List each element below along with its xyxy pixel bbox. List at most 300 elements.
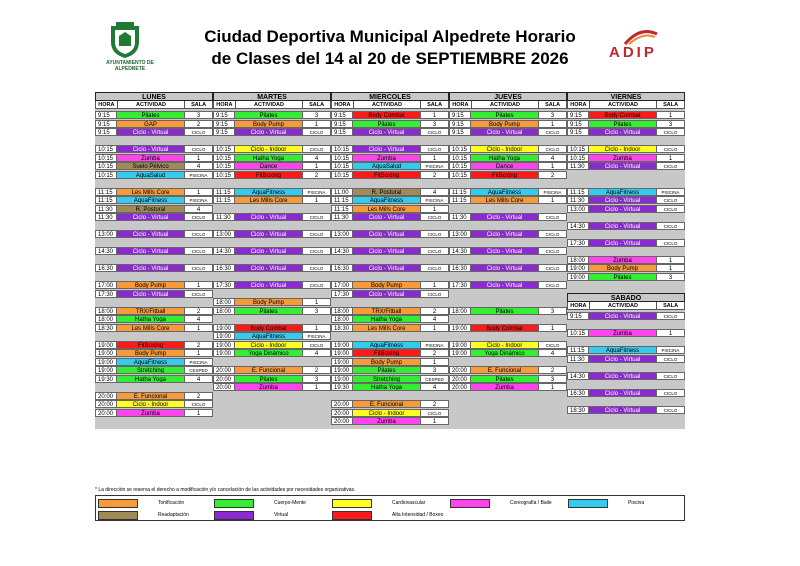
class-room: 2 [421, 171, 449, 179]
class-row [213, 188, 331, 196]
legend-item [568, 497, 644, 509]
class-room: CICLO [539, 213, 567, 221]
legend-swatch [214, 511, 254, 520]
class-activity: Ciclo - Virtual [589, 312, 657, 320]
class-activity: FitBoxing [353, 171, 421, 179]
class-row [213, 281, 331, 289]
class-room: 3 [421, 120, 449, 128]
class-row [567, 239, 685, 247]
class-activity: Dance [471, 162, 539, 170]
class-time: 10:15 [449, 145, 471, 153]
legend-item [98, 509, 189, 521]
class-row [213, 162, 331, 170]
class-time: 19:00 [213, 341, 235, 349]
column-header-sala: SALA [657, 101, 685, 109]
class-room: CICLO [421, 230, 449, 238]
class-time: 19:30 [95, 375, 117, 383]
class-activity: Zumba [589, 256, 657, 264]
class-room: 1 [657, 154, 685, 162]
class-row [567, 111, 685, 119]
class-room: 1 [539, 162, 567, 170]
class-row [213, 213, 331, 221]
class-time: 18:00 [213, 307, 235, 315]
class-room: CICLO [421, 409, 449, 417]
legend-label: Tonificación [158, 500, 185, 506]
class-row [95, 162, 213, 170]
class-row [449, 247, 567, 255]
class-activity: Ciclo - Virtual [117, 230, 185, 238]
class-room: 1 [421, 281, 449, 289]
class-room: 1 [539, 120, 567, 128]
column-headers [449, 101, 567, 109]
class-time: 11:30 [95, 205, 117, 213]
class-row [95, 154, 213, 162]
class-time: 17:30 [567, 239, 589, 247]
legend-item [214, 509, 288, 521]
class-activity: FitBoxing [471, 171, 539, 179]
class-activity: Ciclo - Virtual [353, 128, 421, 136]
class-time: 19:00 [213, 324, 235, 332]
class-time: 20:00 [213, 375, 235, 383]
class-row [95, 188, 213, 196]
class-room: CICLO [303, 264, 331, 272]
class-activity: Hatha Yoga [471, 154, 539, 162]
class-activity: AquaFitness [117, 196, 185, 204]
class-room: 1 [303, 383, 331, 391]
class-time: 10:15 [449, 154, 471, 162]
class-row [331, 230, 449, 238]
class-room: CICLO [303, 213, 331, 221]
class-activity: Pilates [471, 375, 539, 383]
class-activity: Ciclo - Virtual [117, 128, 185, 136]
class-room: 4 [421, 383, 449, 391]
class-activity: FitBoxing [353, 349, 421, 357]
class-row [95, 307, 213, 315]
class-row [213, 332, 331, 340]
class-time: 9:15 [95, 120, 117, 128]
class-row [449, 171, 567, 179]
class-activity: Ciclo - Virtual [471, 247, 539, 255]
class-room: 1 [303, 162, 331, 170]
day-header: LUNES [95, 92, 213, 101]
class-row [213, 264, 331, 272]
class-activity: Les Mills Core [117, 324, 185, 332]
class-activity: Ciclo - Virtual [353, 213, 421, 221]
class-time: 9:15 [213, 120, 235, 128]
column-headers [567, 302, 685, 310]
class-time: 10:15 [331, 154, 353, 162]
class-time: 11:15 [567, 188, 589, 196]
class-room: 4 [303, 154, 331, 162]
class-room: CICLO [185, 213, 213, 221]
class-room: CICLO [185, 145, 213, 153]
class-row [449, 366, 567, 374]
legend-swatch [332, 499, 372, 508]
class-time: 9:15 [449, 120, 471, 128]
class-time: 14:30 [95, 247, 117, 255]
class-time: 18:00 [95, 315, 117, 323]
class-time: 19:00 [567, 273, 589, 281]
class-time: 11:30 [95, 213, 117, 221]
class-activity: Les Mills Core [353, 324, 421, 332]
class-room: PISCINA [657, 188, 685, 196]
class-time: 17:30 [331, 290, 353, 298]
class-activity: Ciclo - Virtual [471, 128, 539, 136]
class-time: 19:00 [331, 366, 353, 374]
class-row [213, 145, 331, 153]
class-time: 16:30 [567, 389, 589, 397]
class-activity: Ciclo - Virtual [589, 196, 657, 204]
class-room: 1 [421, 358, 449, 366]
class-time: 19:00 [567, 264, 589, 272]
class-row [95, 400, 213, 408]
class-time: 17:30 [213, 281, 235, 289]
class-row [213, 154, 331, 162]
class-row [449, 349, 567, 357]
class-time: 19:00 [95, 358, 117, 366]
class-row [331, 315, 449, 323]
class-row [567, 188, 685, 196]
class-room: CICLO [539, 341, 567, 349]
class-row [567, 120, 685, 128]
class-room: CICLO [657, 389, 685, 397]
class-time: 14:30 [331, 247, 353, 255]
class-activity: Les Mills Core [117, 188, 185, 196]
ayuntamiento-logo-text: AYUNTAMIENTO DE ALPEDRETE [106, 60, 154, 72]
class-row [567, 205, 685, 213]
class-row [567, 329, 685, 337]
class-time: 11:15 [449, 188, 471, 196]
column-header-sala: SALA [539, 101, 567, 109]
class-time: 9:15 [331, 128, 353, 136]
legend-item [332, 497, 425, 509]
class-row [567, 273, 685, 281]
class-time: 19:00 [213, 349, 235, 357]
class-activity: AquaFitness [117, 358, 185, 366]
class-time: 18:00 [331, 307, 353, 315]
class-row [95, 120, 213, 128]
class-time: 10:15 [213, 171, 235, 179]
class-row [213, 128, 331, 136]
class-time: 9:15 [331, 111, 353, 119]
class-room: PISCINA [657, 346, 685, 354]
class-room: CICLO [657, 205, 685, 213]
day-header: SABADO [567, 293, 685, 302]
class-activity: R. Postural [117, 205, 185, 213]
class-row [213, 307, 331, 315]
class-time: 10:15 [331, 162, 353, 170]
class-row [331, 281, 449, 289]
color-legend [95, 495, 685, 521]
class-row [331, 366, 449, 374]
class-room: CICLO [657, 406, 685, 414]
shield-icon [106, 22, 144, 60]
class-time: 16:30 [95, 264, 117, 272]
class-row [449, 196, 567, 204]
class-row [213, 120, 331, 128]
class-time: 17:00 [95, 281, 117, 289]
class-activity: Yoga Dinámico [235, 349, 303, 357]
class-room: 4 [185, 315, 213, 323]
class-activity: Ciclo - Virtual [589, 372, 657, 380]
class-activity: Ciclo - Virtual [235, 213, 303, 221]
class-time: 11:30 [449, 213, 471, 221]
class-row [331, 128, 449, 136]
class-room: 4 [539, 154, 567, 162]
class-time: 16:30 [331, 264, 353, 272]
class-room: 2 [185, 120, 213, 128]
class-activity: E. Funcional [353, 400, 421, 408]
class-activity: AquaSalud [117, 171, 185, 179]
class-activity: Stretching [353, 375, 421, 383]
class-room: CICLO [303, 230, 331, 238]
class-activity: Pilates [235, 111, 303, 119]
page-title [190, 26, 590, 70]
class-room: CICLO [185, 290, 213, 298]
adip-logo-text: ADIP [609, 44, 657, 61]
column-header-hora: HORA [214, 101, 236, 109]
class-time: 17:30 [449, 281, 471, 289]
class-activity: AquaFitness [353, 341, 421, 349]
column-headers [213, 101, 331, 109]
class-time: 18:00 [331, 315, 353, 323]
class-row [331, 341, 449, 349]
day-header: MIERCOLES [331, 92, 449, 101]
class-room: PISCINA [421, 341, 449, 349]
class-activity: Hatha Yoga [235, 154, 303, 162]
class-activity: Zumba [471, 383, 539, 391]
class-time: 19:00 [449, 341, 471, 349]
class-time: 14:30 [567, 372, 589, 380]
class-time: 9:15 [95, 128, 117, 136]
class-room: CICLO [657, 372, 685, 380]
class-time: 10:15 [567, 154, 589, 162]
class-activity: Hatha Yoga [353, 315, 421, 323]
class-room: 1 [421, 205, 449, 213]
class-time: 13:00 [213, 230, 235, 238]
class-row [331, 349, 449, 357]
class-activity: Ciclo - Indoor [235, 341, 303, 349]
class-time: 11:15 [567, 346, 589, 354]
class-room: CICLO [539, 145, 567, 153]
column-header-hora: HORA [332, 101, 354, 109]
class-time: 18:30 [95, 324, 117, 332]
class-row [331, 400, 449, 408]
class-row [331, 111, 449, 119]
class-activity: Les Mills Core [353, 205, 421, 213]
day-header: MARTES [213, 92, 331, 101]
class-room: 1 [421, 111, 449, 119]
class-time: 18:00 [449, 307, 471, 315]
class-activity: Pilates [353, 120, 421, 128]
class-room: CICLO [185, 264, 213, 272]
class-row [95, 281, 213, 289]
legend-item [98, 497, 184, 509]
class-activity: Zumba [117, 409, 185, 417]
class-row [213, 111, 331, 119]
class-time: 20:00 [331, 400, 353, 408]
day-column-sabado [567, 293, 685, 414]
legend-swatch [332, 511, 372, 520]
schedule-grid [95, 92, 685, 429]
legend-item [214, 497, 306, 509]
class-time: 20:00 [449, 366, 471, 374]
class-activity: Hatha Yoga [353, 383, 421, 391]
class-row [449, 145, 567, 153]
class-room: 2 [421, 349, 449, 357]
class-activity: Pilates [117, 111, 185, 119]
class-room: 1 [657, 264, 685, 272]
class-row [567, 196, 685, 204]
class-time: 17:30 [95, 290, 117, 298]
class-time: 19:00 [331, 375, 353, 383]
class-row [567, 222, 685, 230]
class-room: 1 [657, 111, 685, 119]
class-row [449, 213, 567, 221]
column-header-sala: SALA [303, 101, 331, 109]
class-activity: Pilates [235, 307, 303, 315]
class-activity: Body Pump [353, 358, 421, 366]
class-room: 3 [185, 111, 213, 119]
legend-label: Cardiovascular [392, 500, 426, 506]
class-time: 11:15 [213, 188, 235, 196]
class-room: PISCINA [539, 188, 567, 196]
class-time: 16:30 [449, 264, 471, 272]
class-time: 11:30 [567, 355, 589, 363]
class-row [331, 383, 449, 391]
class-row [331, 162, 449, 170]
class-time: 9:15 [567, 111, 589, 119]
class-room: 3 [539, 307, 567, 315]
class-activity: Suelo Pélvico [117, 162, 185, 170]
class-row [331, 196, 449, 204]
legend-label: Piscina [628, 500, 645, 506]
class-time: 20:00 [95, 400, 117, 408]
class-activity: Ciclo - Virtual [353, 230, 421, 238]
column-header-sala: SALA [421, 101, 449, 109]
class-room: 1 [185, 349, 213, 357]
class-row [213, 341, 331, 349]
class-row [95, 409, 213, 417]
class-activity: Dance [235, 162, 303, 170]
class-row [449, 230, 567, 238]
class-activity: Ciclo - Indoor [235, 145, 303, 153]
class-row [95, 205, 213, 213]
class-row [449, 128, 567, 136]
class-room: PISCINA [185, 196, 213, 204]
class-activity: Pilates [471, 111, 539, 119]
class-time: 11:30 [567, 196, 589, 204]
class-room: 4 [421, 188, 449, 196]
class-activity: Ciclo - Virtual [471, 264, 539, 272]
class-activity: Body Combat [235, 324, 303, 332]
class-time: 10:15 [449, 171, 471, 179]
legend-label: Readaptación [158, 512, 189, 518]
column-header-sala: SALA [657, 302, 685, 310]
class-row [95, 341, 213, 349]
class-row [213, 171, 331, 179]
class-time: 9:15 [449, 111, 471, 119]
class-activity: Ciclo - Virtual [353, 290, 421, 298]
class-activity: AquaFitness [589, 346, 657, 354]
class-time: 9:15 [213, 111, 235, 119]
class-time: 13:00 [449, 230, 471, 238]
class-activity: Ciclo - Virtual [589, 222, 657, 230]
class-time: 19:00 [95, 341, 117, 349]
column-headers [95, 101, 213, 109]
adip-logo [605, 26, 685, 66]
class-room: CICLO [421, 247, 449, 255]
class-row [449, 120, 567, 128]
class-activity: Pilates [471, 307, 539, 315]
class-room: 2 [185, 341, 213, 349]
class-time: 11:15 [95, 188, 117, 196]
class-activity: Zumba [235, 383, 303, 391]
class-room: PISCINA [421, 196, 449, 204]
class-row [95, 264, 213, 272]
class-time: 10:15 [95, 171, 117, 179]
class-time: 20:00 [213, 366, 235, 374]
title-line-2: de Clases del 14 al 20 de SEPTIEMBRE 2026 [211, 49, 569, 68]
class-row [213, 366, 331, 374]
class-row [95, 230, 213, 238]
class-activity: E. Funcional [117, 392, 185, 400]
class-room: CICLO [657, 162, 685, 170]
class-activity: Ciclo - Indoor [471, 145, 539, 153]
day-column-martes [213, 92, 331, 429]
column-header-actividad: ACTIVIDAD [472, 101, 539, 109]
class-room: CICLO [657, 222, 685, 230]
class-row [331, 290, 449, 298]
class-time: 18:00 [567, 256, 589, 264]
class-activity: Ciclo - Virtual [589, 162, 657, 170]
class-row [331, 307, 449, 315]
class-activity: Body Pump [117, 281, 185, 289]
class-row [95, 171, 213, 179]
page-header [0, 0, 800, 88]
class-time: 18:00 [213, 298, 235, 306]
class-time: 14:30 [567, 222, 589, 230]
class-room: CICLO [421, 128, 449, 136]
class-time: 19:00 [95, 366, 117, 374]
column-header-hora: HORA [450, 101, 472, 109]
class-time: 9:15 [567, 312, 589, 320]
legend-label: Coreografía / Baile [510, 500, 552, 506]
class-time: 17:00 [331, 281, 353, 289]
class-time: 20:00 [95, 392, 117, 400]
class-activity: Ciclo - Virtual [471, 213, 539, 221]
class-activity: E. Funcional [471, 366, 539, 374]
column-header-actividad: ACTIVIDAD [354, 101, 421, 109]
class-activity: Ciclo - Virtual [117, 264, 185, 272]
class-activity: Hatha Yoga [117, 375, 185, 383]
class-room: 1 [185, 324, 213, 332]
class-time: 11:00 [331, 188, 353, 196]
class-row [331, 324, 449, 332]
class-room: CICLO [303, 247, 331, 255]
class-time: 9:15 [449, 128, 471, 136]
class-activity: FitBoxing [235, 171, 303, 179]
class-row [213, 375, 331, 383]
class-time: 10:15 [213, 162, 235, 170]
class-activity: Body Combat [353, 111, 421, 119]
class-row [213, 324, 331, 332]
class-time: 19:00 [331, 349, 353, 357]
class-row [331, 358, 449, 366]
class-activity: Ciclo - Indoor [471, 341, 539, 349]
class-row [331, 145, 449, 153]
class-time: 9:15 [567, 128, 589, 136]
